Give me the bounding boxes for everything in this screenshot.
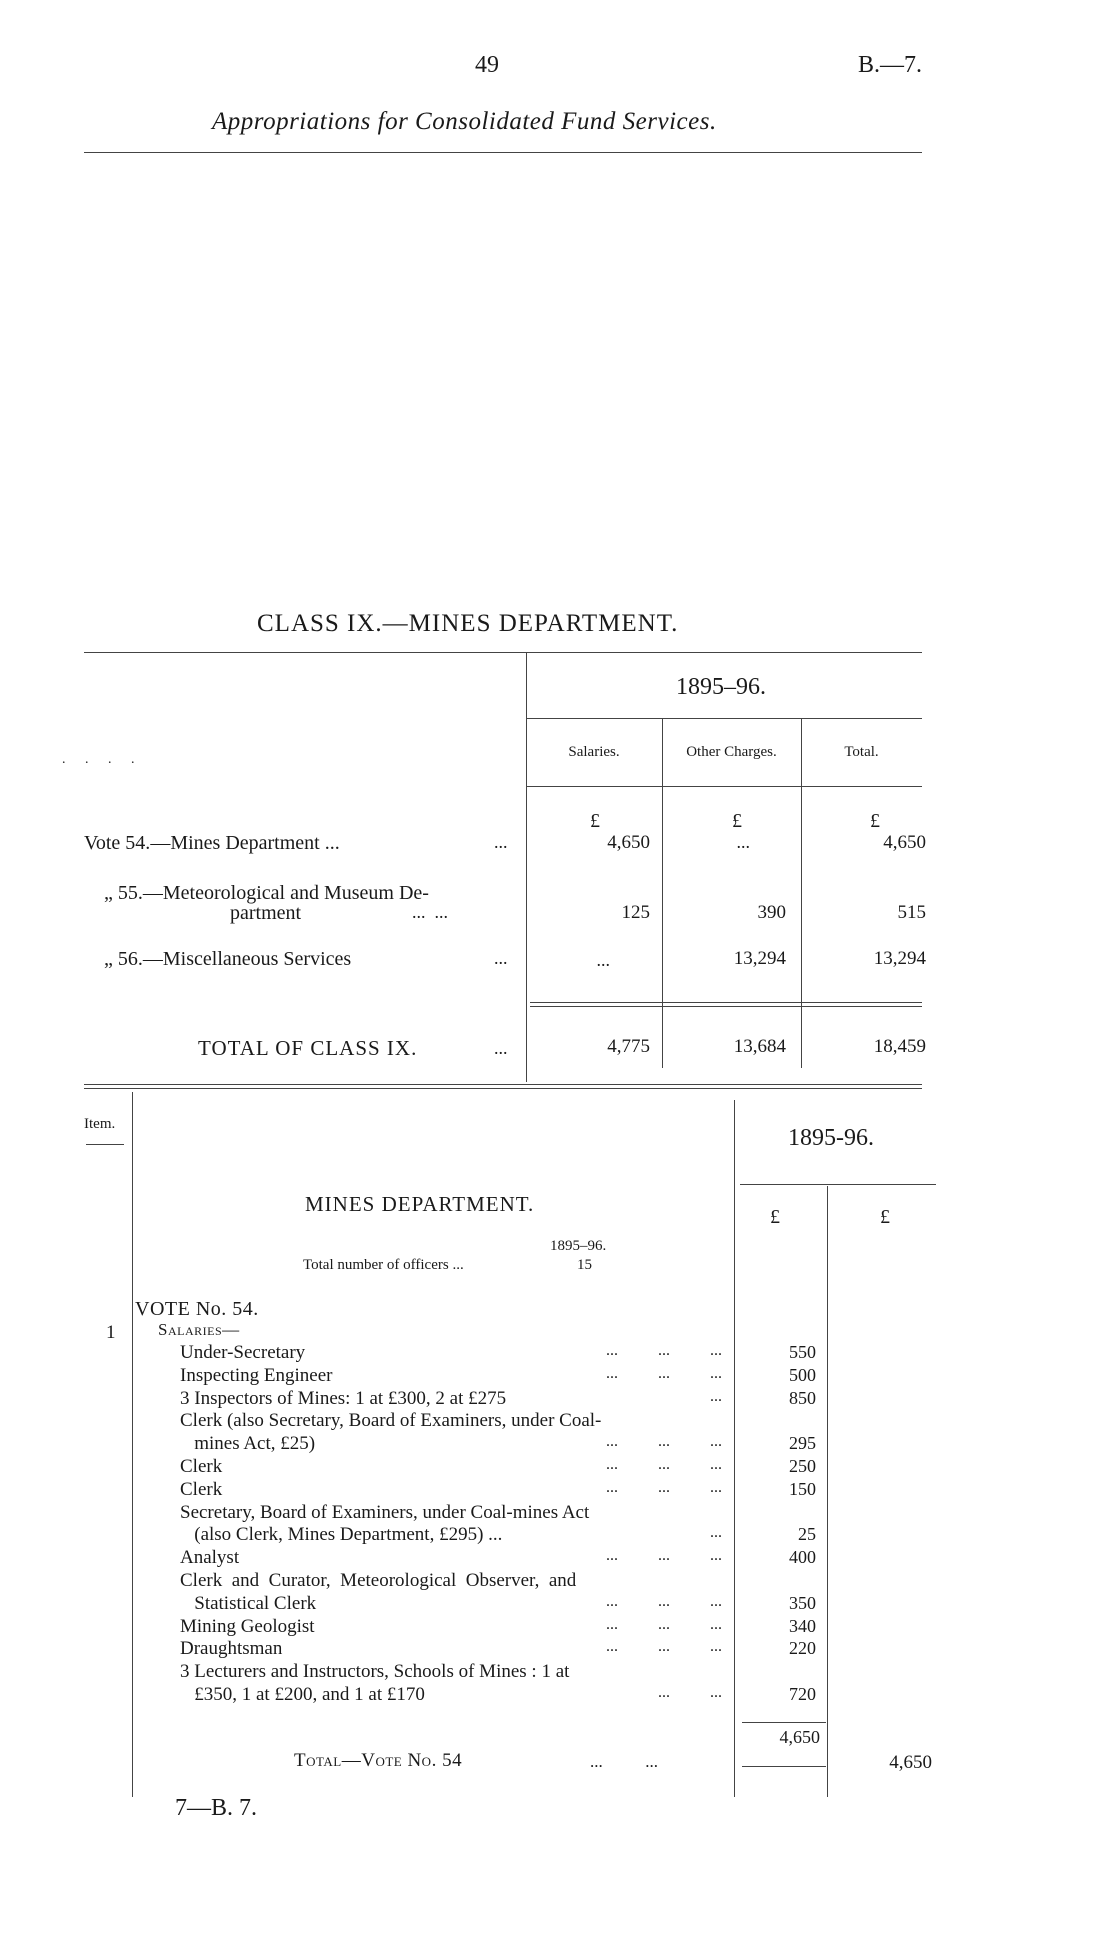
- col-head-other: Other Charges.: [686, 744, 777, 760]
- item-number: 1: [106, 1322, 116, 1343]
- page-title: Appropriations for Consolidated Fund Services.: [212, 108, 717, 135]
- salary-line-amount: 220: [789, 1638, 816, 1658]
- summary-row-54-salaries: 4,650: [607, 832, 650, 853]
- summary-row-56-total: 13,294: [873, 948, 926, 969]
- salary-line-text: Statistical Clerk: [180, 1593, 317, 1614]
- salary-line-amount: 850: [789, 1388, 816, 1408]
- col-head-rule: [526, 786, 922, 787]
- col-head-salaries: Salaries.: [568, 744, 620, 760]
- salary-line-dots: ... ... ...: [606, 1547, 722, 1564]
- salary-line-text: £350, 1 at £200, and 1 at £170: [180, 1684, 425, 1705]
- subtotal-bottom-rule: [742, 1766, 826, 1767]
- class-title: CLASS IX.—MINES DEPARTMENT.: [257, 610, 679, 637]
- col-div-2: [801, 718, 802, 1068]
- detail-currency-2: £: [880, 1206, 890, 1228]
- salary-line-dots: ...: [710, 1388, 722, 1405]
- page-ref: B.—7.: [858, 52, 923, 78]
- currency-salaries: £: [590, 810, 600, 832]
- currency-total: £: [870, 810, 880, 832]
- salary-line-text: Clerk: [180, 1479, 223, 1500]
- vote-total-amount: 4,650: [889, 1752, 932, 1773]
- salary-line-amount: 150: [789, 1479, 816, 1499]
- salary-line-text: Clerk and Curator, Meteorological Observer, and: [180, 1570, 577, 1591]
- salary-line-dots: ... ... ...: [606, 1342, 722, 1359]
- salary-line-amount: 350: [789, 1593, 816, 1613]
- summary-left-dots: . . . .: [62, 752, 143, 767]
- officers-label: Total number of officers ...: [303, 1257, 464, 1273]
- summary-row-54-other: ...: [736, 832, 750, 852]
- salary-line-dots: ... ...: [658, 1684, 722, 1701]
- detail-currency-1: £: [770, 1206, 780, 1228]
- detail-section-title: MINES DEPARTMENT.: [305, 1192, 535, 1216]
- salary-line-text: Inspecting Engineer: [180, 1365, 333, 1386]
- salary-line-dots: ...: [710, 1524, 722, 1541]
- page-number: 49: [475, 52, 499, 78]
- vote-total-dots: ... ...: [590, 1752, 658, 1771]
- summary-row-55-salaries: 125: [621, 902, 650, 923]
- year-rule: [526, 718, 922, 719]
- vote-heading: VOTE No. 54.: [135, 1298, 259, 1320]
- summary-row-55-other: 390: [757, 902, 786, 923]
- detail-year-rule: [740, 1184, 936, 1185]
- summary-row-54-total: 4,650: [883, 832, 926, 853]
- salary-line-text: 3 Lecturers and Instructors, Schools of Mines : 1 at: [180, 1661, 570, 1682]
- subtotal-amount: 4,650: [779, 1727, 820, 1747]
- summary-row-55-label: „ 55.—Meteorological and Museum De-: [104, 882, 429, 904]
- salary-line-text: Secretary, Board of Examiners, under Coal-mines Act: [180, 1502, 590, 1523]
- salary-line-amount: 720: [789, 1684, 816, 1704]
- salary-line-dots: ... ... ...: [606, 1638, 722, 1655]
- salary-line-dots: ... ... ...: [606, 1433, 722, 1450]
- currency-other: £: [732, 810, 742, 832]
- item-header-rule: [86, 1144, 124, 1145]
- subtotal-top-rule: [742, 1722, 826, 1723]
- salary-line-amount: 25: [798, 1524, 816, 1544]
- salary-line-amount: 295: [789, 1433, 816, 1453]
- salary-line-amount: 340: [789, 1616, 816, 1636]
- salary-line-dots: ... ... ...: [606, 1456, 722, 1473]
- salary-line-text: Under-Secretary: [180, 1342, 306, 1363]
- class-top-rule: [84, 652, 922, 653]
- summary-total-salaries: 4,775: [607, 1036, 650, 1057]
- summary-row-54-dots: ...: [494, 832, 508, 852]
- officers-count: 15: [577, 1257, 592, 1273]
- salary-line-text: mines Act, £25): [180, 1433, 316, 1454]
- vote-total-label: Total—Vote No. 54: [294, 1750, 463, 1771]
- header-rule: [84, 152, 922, 153]
- summary-row-56-salaries: ...: [596, 950, 610, 970]
- salary-line-text: Analyst: [180, 1547, 240, 1568]
- summary-total-other: 13,684: [733, 1036, 786, 1057]
- summary-row-54-label: Vote 54.—Mines Department ...: [84, 832, 340, 854]
- col-div-1: [662, 718, 663, 1068]
- salary-line-text: Draughtsman: [180, 1638, 283, 1659]
- salary-line-text: Mining Geologist: [180, 1616, 315, 1637]
- salary-line-text: Clerk: [180, 1456, 223, 1477]
- salary-line-text: 3 Inspectors of Mines: 1 at £300, 2 at £275: [180, 1388, 507, 1409]
- detail-amount-divider-2: [827, 1186, 828, 1797]
- detail-item-divider: [132, 1092, 133, 1797]
- col-head-total: Total.: [844, 744, 879, 760]
- salary-line-dots: ... ... ...: [606, 1365, 722, 1382]
- summary-total-label: TOTAL OF CLASS IX.: [198, 1036, 418, 1060]
- summary-col-divider: [526, 652, 527, 1082]
- item-header: Item.: [84, 1116, 116, 1132]
- salaries-heading: Salaries—: [158, 1320, 240, 1339]
- salary-line-text: (also Clerk, Mines Department, £295) ...: [180, 1524, 503, 1545]
- salary-line-text: Clerk (also Secretary, Board of Examiners, under Coal-: [180, 1410, 602, 1431]
- section-divider: [84, 1084, 922, 1089]
- summary-row-56-dots: ...: [494, 948, 508, 968]
- salary-line-dots: ... ... ...: [606, 1593, 722, 1610]
- summary-row-56-label: „ 56.—Miscellaneous Services: [104, 948, 352, 970]
- salary-line-dots: ... ... ...: [606, 1479, 722, 1496]
- salary-line-amount: 250: [789, 1456, 816, 1476]
- detail-year: 1895-96.: [788, 1125, 874, 1151]
- summary-total-dots: ...: [494, 1038, 508, 1058]
- salary-line-amount: 500: [789, 1365, 816, 1385]
- summary-row-56-other: 13,294: [733, 948, 786, 969]
- summary-row-55-total: 515: [897, 902, 926, 923]
- detail-amount-divider: [734, 1100, 735, 1797]
- salary-line-amount: 400: [789, 1547, 816, 1567]
- summary-year: 1895–96.: [676, 674, 766, 700]
- summary-total-rule: [530, 1002, 922, 1007]
- footer-ref: 7—B. 7.: [175, 1795, 258, 1821]
- summary-total-total: 18,459: [873, 1036, 926, 1057]
- summary-row-55-label2: partment: [230, 902, 302, 924]
- officers-year: 1895–96.: [550, 1238, 607, 1254]
- salary-line-amount: 550: [789, 1342, 816, 1362]
- salary-line-dots: ... ... ...: [606, 1616, 722, 1633]
- summary-row-55-dots: ... ...: [412, 902, 448, 922]
